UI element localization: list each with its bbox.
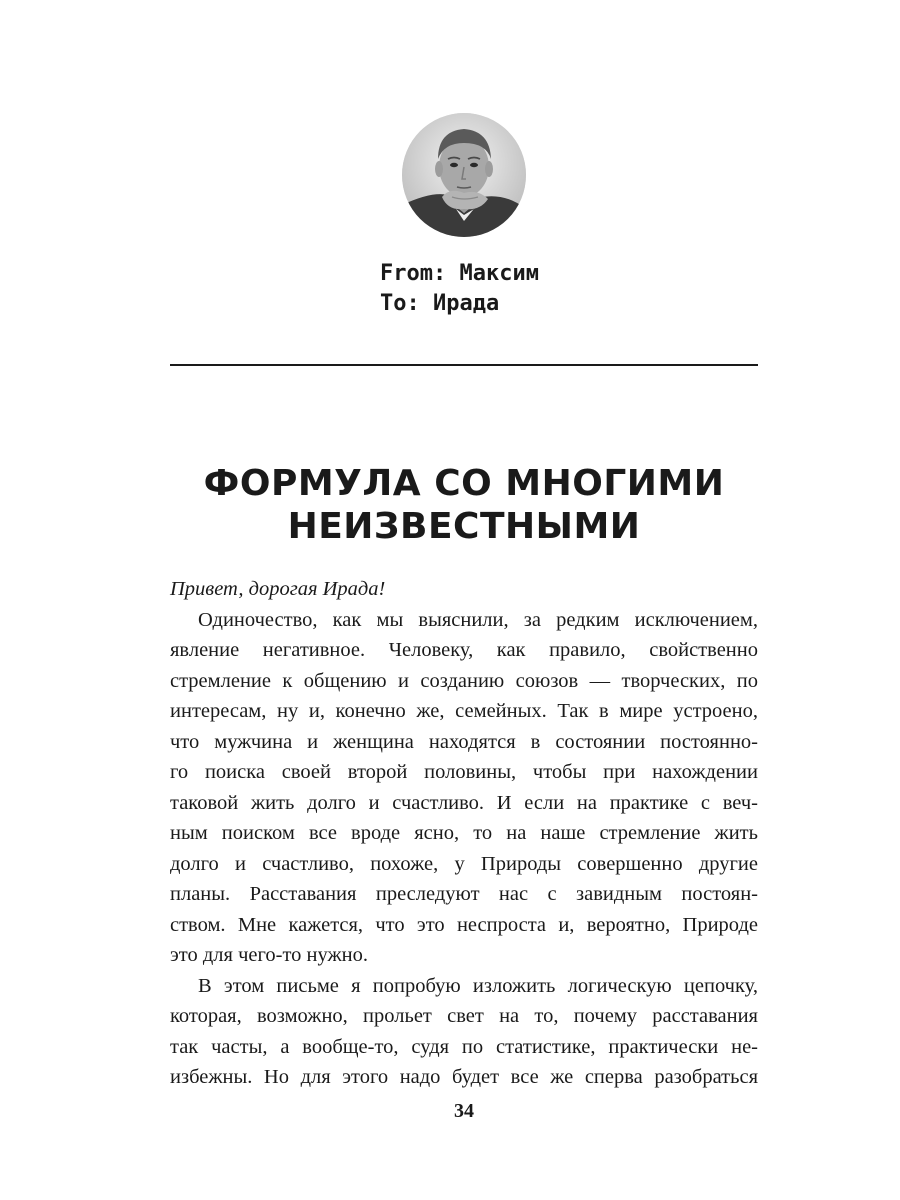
page-number: 34	[454, 1100, 474, 1122]
letter-header	[380, 259, 539, 319]
author-photo	[402, 113, 526, 237]
body-line: что мужчина и женщина находятся в состоянии постоянно-	[170, 730, 758, 753]
body-line: Одиночество, как мы выяснили, за редким исключением,	[198, 608, 758, 631]
to-line: To: Ирада	[380, 291, 500, 316]
from-line: From: Максим	[380, 261, 539, 286]
salutation: Привет, дорогая Ирада!	[170, 578, 386, 600]
chapter-title-line-2: НЕИЗВЕСТНЫМИ	[287, 506, 641, 547]
body-line: избежны. Но для этого надо будет все же сперва разобраться	[170, 1066, 758, 1088]
body-line: В этом письме я попробую изложить логическую цепочку,	[198, 974, 758, 997]
body-line: это для чего-то нужно.	[170, 944, 368, 966]
body-line: явление негативное. Человеку, как правило, свойственно	[170, 639, 758, 661]
body-line: так часты, а вообще-то, судя по статистике, практически не-	[170, 1035, 758, 1058]
body-line: долго и счастливо, похоже, у Природы совершенно другие	[170, 852, 758, 875]
body-line: стремление к общению и созданию союзов — творческих, по	[170, 669, 758, 692]
body-line: которая, возможно, прольет свет на то, почему расставания	[170, 1005, 758, 1027]
body-line: интересам, ну и, конечно же, семейных. Так в мире устроено,	[170, 700, 758, 722]
body-line: планы. Расставания преследуют нас с завидным постоян-	[170, 883, 758, 905]
chapter-title-line-1: ФОРМУЛА СО МНОГИМИ	[203, 463, 725, 504]
body-line: таковой жить долго и счастливо. И если на практике с веч-	[170, 791, 758, 814]
divider	[170, 364, 758, 366]
body-line: ством. Мне кажется, что это неспроста и, вероятно, Природе	[170, 913, 758, 936]
body-line: ным поиском все вроде ясно, то на наше стремление жить	[170, 822, 758, 844]
letter-body	[170, 574, 758, 1093]
chapter-title	[170, 462, 758, 548]
body-line: го поиска своей второй половины, чтобы при нахождении	[170, 761, 758, 783]
